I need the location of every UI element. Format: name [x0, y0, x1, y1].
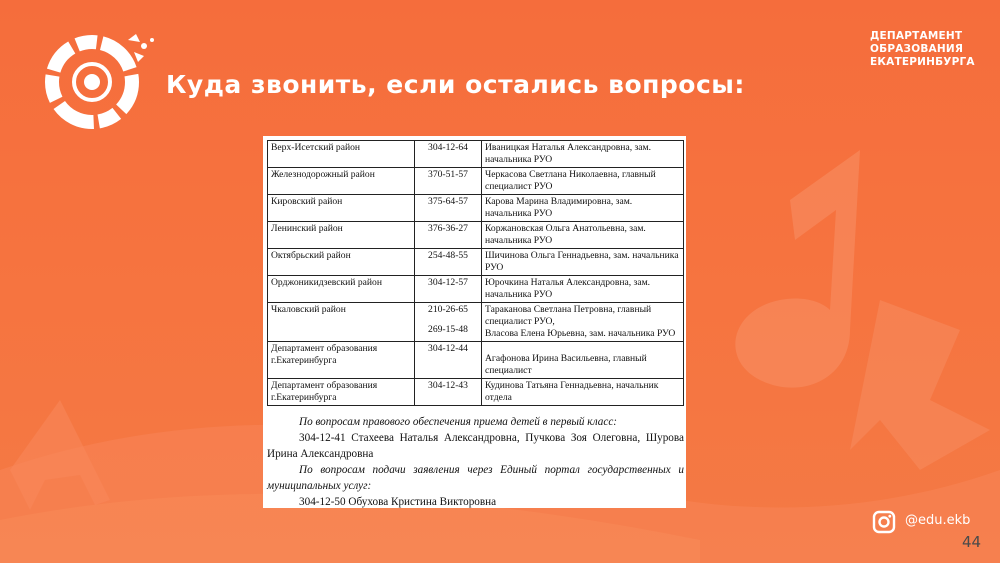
legal-heading: По вопросам правового обеспечения приема детей в первый класс:: [299, 416, 618, 428]
district-cell: Чкаловский район: [268, 303, 415, 342]
social-handle[interactable]: @edu.ekb: [905, 513, 971, 528]
phone-primary: 210-26-65: [428, 304, 468, 315]
page-title: Куда звонить, если остались вопросы:: [166, 70, 745, 99]
table-row: [268, 141, 684, 168]
person-cell: Коржановская Ольга Анатольевна, зам. начальника РУО: [482, 222, 684, 249]
table-row: [268, 195, 684, 222]
phone-secondary: 269-15-48: [428, 324, 468, 335]
district-cell: Железнодорожный район: [268, 168, 415, 195]
table-row: [268, 222, 684, 249]
district-cell: Октябрьский район: [268, 249, 415, 276]
person-primary: Тараканова Светлана Петровна, главный специалист РУО,: [485, 304, 652, 327]
table-row: [268, 303, 684, 342]
page-number: 44: [962, 533, 982, 551]
phone-cell: 254-48-55: [415, 249, 482, 276]
person-cell: Иваницкая Наталья Александровна, зам. начальника РУО: [482, 141, 684, 168]
district-cell: Верх-Исетский район: [268, 141, 415, 168]
notes-block: [267, 414, 684, 510]
phone-cell: 370-51-57: [415, 168, 482, 195]
phone-cell: 304-12-64: [415, 141, 482, 168]
district-cell: Департамент образования г.Екатеринбурга: [268, 342, 415, 379]
phone-cell: 375-64-57: [415, 195, 482, 222]
department-line-1: ДЕПАРТАМЕНТ: [870, 30, 963, 42]
phone-cell: 376-36-27: [415, 222, 482, 249]
table-row: [268, 342, 684, 379]
contacts-document: [263, 136, 686, 508]
table-row: [268, 379, 684, 406]
district-cell: Орджоникидзевский район: [268, 276, 415, 303]
department-line-2: ОБРАЗОВАНИЯ: [870, 43, 964, 55]
logo-icon: [40, 30, 160, 130]
phone-cell: 304-12-44: [415, 342, 482, 379]
person-cell: Кудинова Татьяна Геннадьевна, начальник отдела: [482, 379, 684, 406]
department-label: [870, 30, 990, 69]
table-row: [268, 249, 684, 276]
person-secondary: Власова Елена Юрьевна, зам. начальника РУО: [485, 328, 676, 339]
person-cell: Шичинова Ольга Геннадьевна, зам. начальника РУО: [482, 249, 684, 276]
table-row: [268, 168, 684, 195]
legal-contacts: 304-12-41 Стахеева Наталья Александровна, Пучкова Зоя Олеговна, Шурова Ирина Александровна: [267, 432, 684, 460]
district-cell: Ленинский район: [268, 222, 415, 249]
phone-cell: 304-12-57: [415, 276, 482, 303]
person-cell: [482, 342, 684, 379]
phone-cell: [415, 303, 482, 342]
instagram-icon[interactable]: [872, 510, 896, 534]
department-line-3: ЕКАТЕРИНБУРГА: [870, 56, 975, 68]
person-cell: Черкасова Светлана Николаевна, главный специалист РУО: [482, 168, 684, 195]
district-cell: Департамент образования г.Екатеринбурга: [268, 379, 415, 406]
portal-contacts: 304-12-50 Обухова Кристина Викторовна: [299, 496, 497, 508]
phone-cell: 304-12-43: [415, 379, 482, 406]
table-row: [268, 276, 684, 303]
contacts-table: [267, 140, 684, 406]
portal-heading: По вопросам подачи заявления через Единый портал государственных и муниципальных услуг:: [267, 464, 684, 492]
person-text: Агафонова Ирина Васильевна, главный специалист: [485, 353, 647, 376]
district-cell: Кировский район: [268, 195, 415, 222]
person-cell: Юрочкина Наталья Александровна, зам. начальника РУО: [482, 276, 684, 303]
person-cell: Карова Марина Владимировна, зам. начальника РУО: [482, 195, 684, 222]
person-cell: [482, 303, 684, 342]
